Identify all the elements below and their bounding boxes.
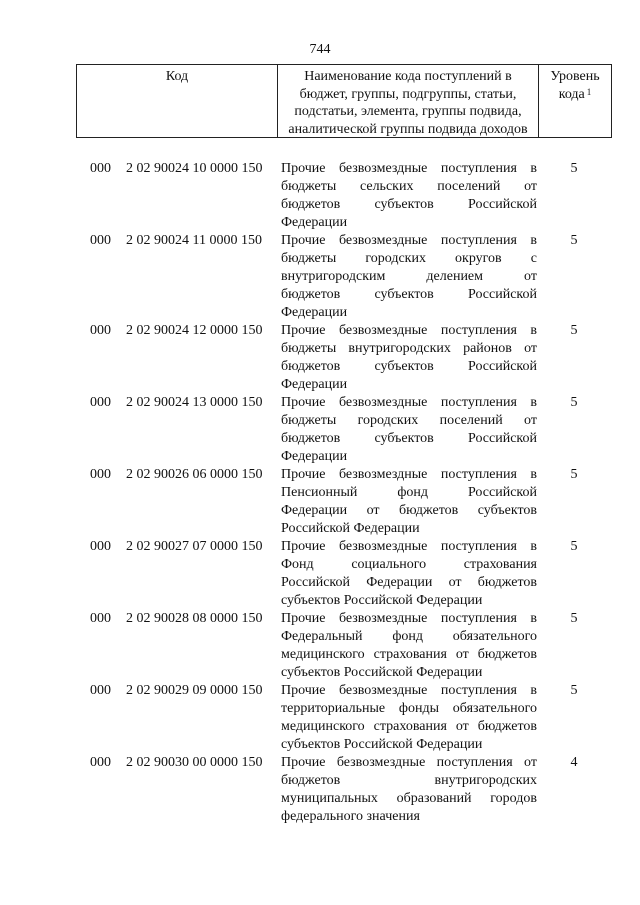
code-level: 5 — [570, 395, 578, 410]
income-name-line: Прочие безвозмездные поступления в — [281, 539, 537, 554]
income-name — [281, 538, 537, 610]
income-name — [281, 322, 537, 394]
income-name-line: бюджеты городских поселений от — [281, 413, 537, 428]
income-name-line: бюджетов субъектов Российской — [281, 287, 537, 302]
income-name-line: субъектов Российской Федерации — [281, 593, 483, 608]
table-row — [76, 682, 612, 754]
income-code: 2 02 90028 08 0000 150 — [126, 611, 263, 626]
header-name-line: бюджет, группы, подгруппы, статьи, — [299, 86, 517, 102]
header-name-line: аналитической группы подвида доходов — [288, 121, 528, 137]
income-name-line: Прочие безвозмездные поступления в — [281, 161, 537, 176]
admin-code: 000 — [90, 395, 111, 410]
income-name-line: территориальные фонды обязательного — [281, 701, 537, 716]
income-name-line: Прочие безвозмездные поступления от — [281, 755, 537, 770]
income-name — [281, 682, 537, 754]
code-level: 5 — [570, 467, 578, 482]
code-level: 5 — [570, 161, 578, 176]
header-name-line: подстатьи, элемента, группы подвида, — [294, 104, 522, 119]
income-name — [281, 754, 537, 826]
income-code: 2 02 90026 06 0000 150 — [126, 467, 263, 482]
admin-code: 000 — [90, 683, 111, 698]
income-name-line: медицинского страхования от бюджетов — [281, 647, 537, 662]
income-name — [281, 610, 537, 682]
income-name-line: бюджетов внутригородских — [281, 773, 537, 788]
admin-code: 000 — [90, 233, 111, 248]
income-name-line: Прочие безвозмездные поступления в — [281, 611, 537, 626]
income-name-line: медицинского страхования от бюджетов — [281, 719, 537, 734]
footnote-marker: 1 — [586, 86, 592, 97]
header-name-line: Наименование кода поступлений в — [304, 69, 512, 84]
income-name — [281, 394, 537, 466]
income-name-line: бюджетов субъектов Российской — [281, 431, 537, 446]
income-name-line: Федерации — [281, 377, 348, 392]
income-name-line: бюджетов субъектов Российской — [281, 197, 537, 212]
income-name — [281, 232, 537, 322]
income-code: 2 02 90029 09 0000 150 — [126, 683, 263, 698]
header-level-word: кода — [558, 86, 585, 102]
table-row — [76, 160, 612, 232]
code-level: 5 — [570, 683, 578, 698]
admin-code: 000 — [90, 755, 111, 770]
header-name — [278, 65, 539, 137]
code-level: 4 — [570, 755, 578, 770]
income-code: 2 02 90024 13 0000 150 — [126, 395, 263, 410]
income-code: 2 02 90024 12 0000 150 — [126, 323, 263, 338]
income-name-line: Прочие безвозмездные поступления в — [281, 467, 537, 482]
table-body — [76, 160, 612, 826]
code-level: 5 — [570, 539, 578, 554]
header-code: Код — [77, 65, 278, 137]
income-name-line: внутригородским делением от — [281, 269, 537, 284]
income-name-line: Прочие безвозмездные поступления в — [281, 683, 537, 698]
income-name-line: бюджеты внутригородских районов от — [281, 341, 537, 356]
table-row — [76, 610, 612, 682]
admin-code: 000 — [90, 467, 111, 482]
income-code: 2 02 90027 07 0000 150 — [126, 539, 263, 554]
income-code: 2 02 90024 10 0000 150 — [126, 161, 263, 176]
income-name-line: Фонд социального страхования — [281, 557, 537, 572]
code-level: 5 — [570, 611, 578, 626]
income-name-line: Прочие безвозмездные поступления в — [281, 323, 537, 338]
income-code: 2 02 90024 11 0000 150 — [126, 233, 262, 248]
header-level — [539, 65, 611, 137]
table-row — [76, 754, 612, 826]
income-name-line: Федерации — [281, 449, 348, 464]
table-header — [76, 64, 612, 138]
admin-code: 000 — [90, 323, 111, 338]
code-level: 5 — [570, 323, 578, 338]
income-name-line: Федерации — [281, 215, 348, 230]
admin-code: 000 — [90, 539, 111, 554]
income-code: 2 02 90030 00 0000 150 — [126, 755, 263, 770]
income-name-line: Прочие безвозмездные поступления в — [281, 233, 537, 248]
income-name-line: бюджеты сельских поселений от — [281, 179, 537, 194]
page-number: 744 — [309, 42, 331, 57]
income-name-line: Пенсионный фонд Российской — [281, 485, 537, 500]
admin-code: 000 — [90, 611, 111, 626]
income-name-line: Федерации от бюджетов субъектов — [281, 503, 537, 518]
table-row — [76, 394, 612, 466]
income-name-line: Прочие безвозмездные поступления в — [281, 395, 537, 410]
table-row — [76, 466, 612, 538]
income-name-line: Федеральный фонд обязательного — [281, 629, 537, 644]
income-name — [281, 160, 537, 232]
income-name-line: субъектов Российской Федерации — [281, 737, 483, 752]
income-name-line: Российской Федерации от бюджетов — [281, 575, 537, 590]
table-row — [76, 538, 612, 610]
income-name-line: муниципальных образований городов — [281, 791, 537, 806]
header-level-line — [539, 86, 611, 104]
income-name-line: Российской Федерации — [281, 521, 420, 536]
income-name-line: бюджеты городских округов с — [281, 251, 537, 266]
code-level: 5 — [570, 233, 578, 248]
admin-code: 000 — [90, 161, 111, 176]
income-name-line: субъектов Российской Федерации — [281, 665, 483, 680]
income-name — [281, 466, 537, 538]
table-row — [76, 322, 612, 394]
income-name-line: федерального значения — [281, 809, 420, 824]
income-name-line: бюджетов субъектов Российской — [281, 359, 537, 374]
table-row — [76, 232, 612, 322]
income-name-line: Федерации — [281, 305, 348, 320]
header-level-line: Уровень — [550, 69, 600, 84]
